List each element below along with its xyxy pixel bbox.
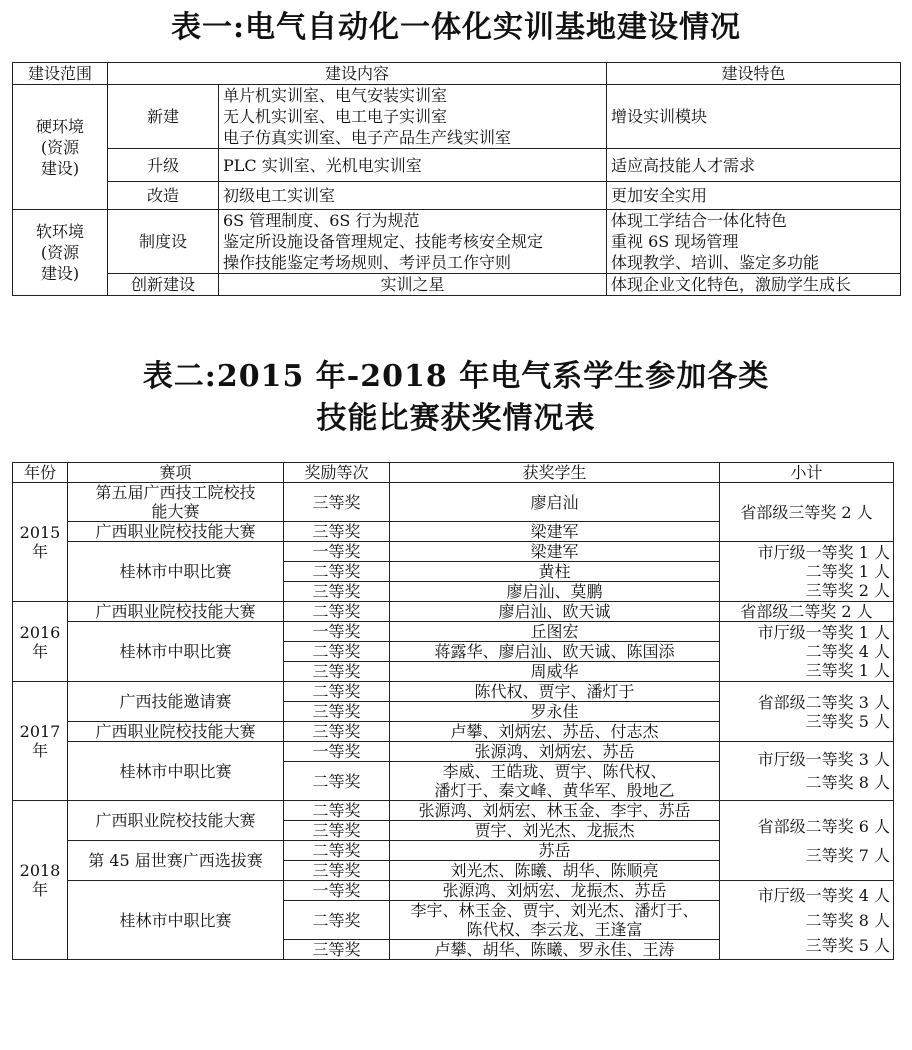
header-feature: 建设特色 [607,63,901,85]
header-competition: 赛项 [68,463,284,483]
feature-renovate: 更加安全实用 [607,182,901,210]
award-level: 三等奖 [284,662,390,682]
award-students: 梁建军 [390,522,720,542]
summary-cell: 省部级二等奖 3 人 三等奖 5 人 [720,682,894,742]
competition-name: 桂林市中职比赛 [68,881,284,960]
feature-system: 体现工学结合一体化特色 重视 6S 现场管理 体现教学、培训、鉴定多功能 [607,210,901,274]
award-level: 一等奖 [284,542,390,562]
award-students: 黄柱 [390,562,720,582]
table-row [13,682,894,702]
table-row [13,149,901,182]
table-row [13,801,894,821]
category-system: 制度设 [108,210,219,274]
award-students: 刘光杰、陈曦、胡华、陈顺亮 [390,861,720,881]
awards-table [12,462,894,960]
summary-cell: 市厅级一等奖 3 人 二等奖 8 人 [720,742,894,801]
award-students: 张源鸿、刘炳宏、苏岳 [390,742,720,762]
table1-title: 表一:电气自动化一体化实训基地建设情况 [170,10,742,45]
table2-header-row [13,463,894,483]
table-row [13,210,901,274]
summary-cell: 省部级三等奖 2 人 [720,483,894,542]
summary-cell: 市厅级一等奖 1 人 二等奖 1 人 三等奖 2 人 [720,542,894,602]
year-2018: 2018 年 [13,801,68,960]
competition-name: 广西职业院校技能大赛 [68,801,284,841]
summary-cell: 省部级二等奖 2 人 [720,602,894,622]
header-award: 奖励等次 [284,463,390,483]
table-row [13,182,901,210]
table2-title: 表二:2015 年-2018 年电气系学生参加各类 技能比赛获奖情况表 [142,359,770,436]
feature-upgrade: 适应高技能人才需求 [607,149,901,182]
summary-cell: 市厅级一等奖 4 人 二等奖 8 人 三等奖 5 人 [720,881,894,960]
competition-name: 广西职业院校技能大赛 [68,522,284,542]
header-students: 获奖学生 [390,463,720,483]
award-level: 二等奖 [284,602,390,622]
competition-name: 广西技能邀请赛 [68,682,284,722]
award-students: 贾宇、刘光杰、龙振杰 [390,821,720,841]
summary-cell: 市厅级一等奖 1 人 二等奖 4 人 三等奖 1 人 [720,622,894,682]
award-students: 陈代权、贾宇、潘灯于 [390,682,720,702]
competition-name: 广西职业院校技能大赛 [68,722,284,742]
award-students: 罗永佳 [390,702,720,722]
award-students: 蒋露华、廖启汕、欧天诚、陈国添 [390,642,720,662]
award-level: 二等奖 [284,762,390,801]
header-year: 年份 [13,463,68,483]
award-students: 李宇、林玉金、贾宇、刘光杰、潘灯于、 陈代权、李云龙、王逢富 [390,901,720,940]
award-level: 三等奖 [284,821,390,841]
competition-name: 第 45 届世赛广西选拔赛 [68,841,284,881]
award-students: 卢攀、刘炳宏、苏岳、付志杰 [390,722,720,742]
content-system: 6S 管理制度、6S 行为规范 鉴定所设施设备管理规定、技能考核安全规定 操作技能鉴定考场规则、考评员工作守则 [219,210,607,274]
award-students: 周威华 [390,662,720,682]
award-level: 一等奖 [284,742,390,762]
award-level: 一等奖 [284,622,390,642]
content-new: 单片机实训室、电气安装实训室 无人机实训室、电工电子实训室 电子仿真实训室、电子产品生产线实训室 [219,85,607,149]
award-level: 三等奖 [284,861,390,881]
category-upgrade: 升级 [108,149,219,182]
award-level: 二等奖 [284,801,390,821]
award-students: 梁建军 [390,542,720,562]
competition-name: 桂林市中职比赛 [68,542,284,602]
category-renovate: 改造 [108,182,219,210]
content-upgrade: PLC 实训室、光机电实训室 [219,149,607,182]
award-level: 二等奖 [284,901,390,940]
award-level: 二等奖 [284,642,390,662]
table-row [13,881,894,901]
table-row [13,274,901,296]
scope-hard: 硬环境 (资源 建设) [13,85,108,210]
award-level: 三等奖 [284,483,390,522]
year-2016: 2016 年 [13,602,68,682]
table-row [13,542,894,562]
year-2015: 2015 年 [13,483,68,602]
header-summary: 小计 [720,463,894,483]
award-level: 二等奖 [284,682,390,702]
competition-name: 桂林市中职比赛 [68,742,284,801]
scope-soft: 软环境 (资源 建设) [13,210,108,296]
award-students: 廖启汕 [390,483,720,522]
award-students: 苏岳 [390,841,720,861]
award-level: 二等奖 [284,562,390,582]
competition-name: 广西职业院校技能大赛 [68,602,284,622]
award-students: 张源鸿、刘炳宏、龙振杰、苏岳 [390,881,720,901]
year-2017: 2017 年 [13,682,68,801]
award-students: 丘图宏 [390,622,720,642]
award-level: 三等奖 [284,702,390,722]
header-content: 建设内容 [108,63,607,85]
award-level: 一等奖 [284,881,390,901]
award-level: 三等奖 [284,522,390,542]
award-students: 廖启汕、欧天诚 [390,602,720,622]
award-level: 三等奖 [284,722,390,742]
award-level: 三等奖 [284,940,390,960]
content-renovate: 初级电工实训室 [219,182,607,210]
table-row [13,602,894,622]
award-students: 卢攀、胡华、陈曦、罗永佳、王涛 [390,940,720,960]
table-row [13,483,894,522]
award-level: 三等奖 [284,582,390,602]
competition-name: 第五届广西技工院校技 能大赛 [68,483,284,522]
table1-header-row [13,63,901,85]
table-row [13,85,901,149]
category-new: 新建 [108,85,219,149]
header-scope: 建设范围 [13,63,108,85]
table-row [13,622,894,642]
competition-name: 桂林市中职比赛 [68,622,284,682]
category-innovation: 创新建设 [108,274,219,296]
construction-table [12,62,901,296]
award-students: 张源鸿、刘炳宏、林玉金、李宇、苏岳 [390,801,720,821]
summary-cell: 省部级二等奖 6 人 三等奖 7 人 [720,801,894,881]
content-innovation: 实训之星 [219,274,607,296]
table-row [13,742,894,762]
feature-new: 增设实训模块 [607,85,901,149]
feature-innovation: 体现企业文化特色，激励学生成长 [607,274,901,296]
award-students: 李威、王皓珑、贾宇、陈代权、 潘灯于、秦文峰、黄华军、殷地乙 [390,762,720,801]
award-students: 廖启汕、莫鹏 [390,582,720,602]
award-level: 二等奖 [284,841,390,861]
